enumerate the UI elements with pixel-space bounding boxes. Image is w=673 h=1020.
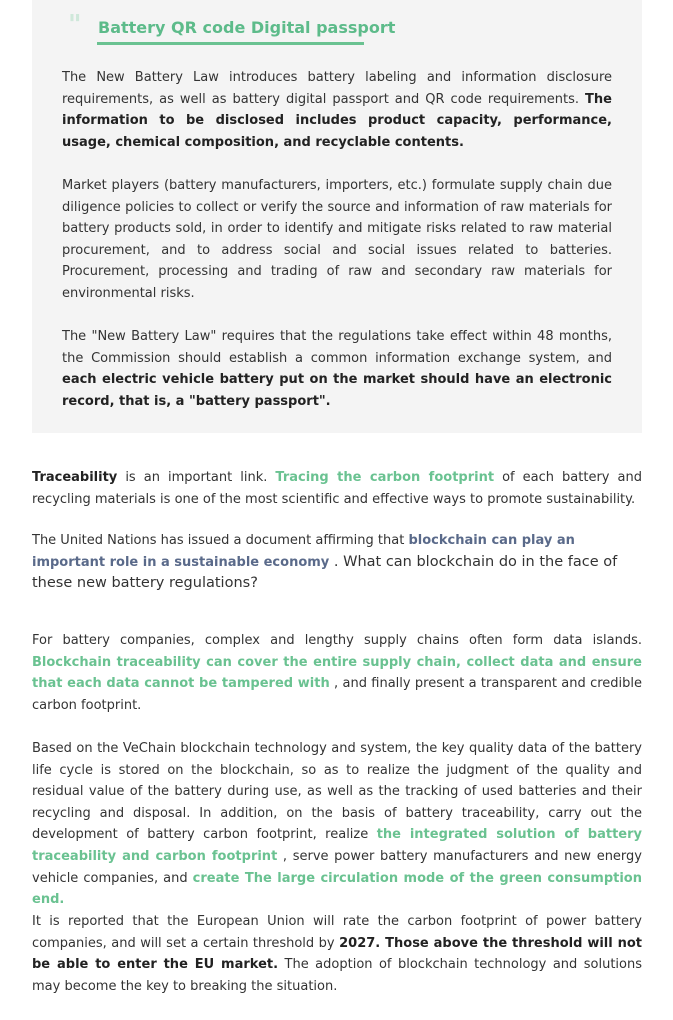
- quote-paragraph-text: The "New Battery Law" requires that the regulations take effect within 48 months, the Commission should establish a common information exchange system, and: [62, 329, 612, 366]
- body-text: Based on the VeChain blockchain technology and system, the key quality data of the battery life cycle is stored on the blockchain, so as to realize the judgment of the quality and residual value of the battery during use, as well as the tracking of used batteries and their recycling and disposal. In addition, on the basis of battery traceability, carry out the development of battery carbon footprint, realize: [32, 741, 642, 843]
- body-text: is an important link.: [117, 470, 276, 485]
- carbon-footprint-highlight: Tracing the carbon footprint: [275, 470, 495, 485]
- integrated-solution-highlight: the integrated solution of battery traceability and carbon footprint: [32, 827, 642, 864]
- quote-paragraph-due-diligence: Market players (battery manufacturers, importers, etc.) formulate supply chain due diligence policies to collect or verify the source and information of raw materials for battery products sold, in order to identify and mitigate risks related to raw material procurement, and to address social and social issues related to batteries. Procurement, processing and trading of raw and secondary raw materials for environmental risks.: [62, 178, 612, 301]
- quote-title: Battery QR code Digital passport: [98, 18, 396, 37]
- body-paragraph-eu-threshold: [32, 911, 642, 997]
- body-text: For battery companies, complex and lengthy supply chains often form data islands.: [32, 633, 642, 648]
- body-paragraph-traceability: [32, 467, 642, 510]
- quote-paragraph-disclosure: [62, 67, 612, 153]
- quote-paragraph-bold: each electric vehicle battery put on the market should have an electronic record, that is, a "battery passport".: [62, 372, 612, 409]
- green-consumption-highlight: create The large circulation mode of the green consumption end.: [32, 870, 642, 908]
- body-text: The United Nations has issued a document affirming that: [32, 533, 409, 548]
- quote-title-underline: [97, 42, 364, 45]
- body-text: The adoption of blockchain technology and solutions may become the key to breaking the situation.: [32, 957, 642, 994]
- quote-paragraph-text: The New Battery Law introduces battery labeling and information disclosure requirements, as well as battery digital passport and QR code requirements.: [62, 70, 612, 107]
- quote-paragraph-bold: The information to be disclosed includes product capacity, performance, usage, chemical composition, and recyclable contents.: [62, 91, 612, 150]
- body-paragraph-united-nations: [32, 530, 642, 595]
- eu-threshold-bold: 2027. Those above the threshold will not be able to enter the EU market.: [32, 935, 642, 973]
- body-text: , and finally present a transparent and credible carbon footprint.: [32, 676, 642, 713]
- body-paragraph-vechain: [32, 738, 642, 911]
- blockchain-role-highlight: blockchain can play an important role in a sustainable economy: [32, 533, 575, 570]
- body-paragraph-battery-companies: [32, 630, 642, 716]
- blockchain-traceability-highlight: Blockchain traceability can cover the entire supply chain, collect data and ensure that each data cannot be tampered with: [32, 654, 642, 692]
- traceability-keyword: Traceability: [32, 470, 118, 485]
- body-text: of each battery and recycling materials is one of the most scientific and effective ways to promote sustainability.: [32, 470, 642, 507]
- quote-paragraph-passport: [62, 326, 612, 412]
- quote-mark-icon: ": [68, 10, 82, 40]
- body-text-large: . What can blockchain do in the face of these new battery regulations?: [32, 553, 618, 592]
- body-text: It is reported that the European Union will rate the carbon footprint of power battery companies, and will set a certain threshold by: [32, 914, 642, 951]
- body-text: , serve power battery manufacturers and new energy vehicle companies, and: [32, 848, 642, 886]
